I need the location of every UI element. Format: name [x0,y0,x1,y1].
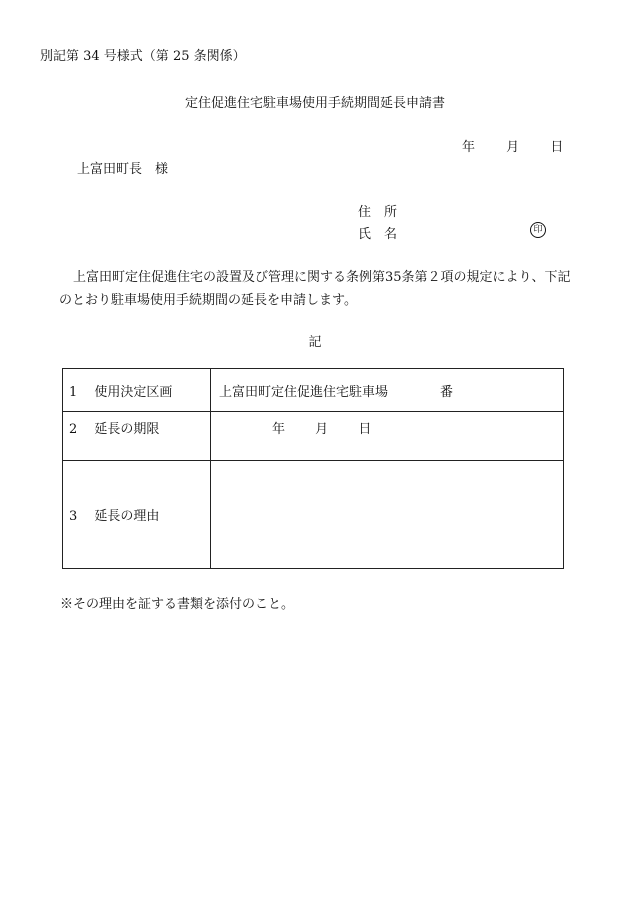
form-number: 別記第 34 号様式（第 25 条関係） [40,49,246,64]
ki-heading: 記 [308,335,322,350]
date-day: 日 [550,140,564,155]
parking-lot-name: 上富田町定住促進住宅駐車場 [219,384,389,400]
row-value-extension-reason[interactable] [211,461,564,569]
seal-mark: 印 [530,222,546,238]
date-month: 月 [506,140,520,155]
application-date [462,136,563,155]
address-label: 住 所 [358,205,398,220]
body-paragraph [59,266,583,312]
table-row [63,412,564,461]
name-label: 氏 名 [358,227,398,242]
parking-number-suffix: 番 [440,384,454,400]
deadline-month: 月 [315,422,329,437]
deadline-day: 日 [358,422,372,437]
date-year: 年 [462,140,476,155]
row-label-parking-section: 1 使用決定区画 [63,369,211,412]
row-value-parking-section [211,369,564,412]
recipient: 上富田町長 様 [77,162,169,177]
row-value-extension-deadline [211,412,564,461]
document-title: 定住促進住宅駐車場使用手続期間延長申請書 [184,96,445,111]
attachment-note: ※その理由を証する書類を添付のこと。 [60,597,295,612]
table-row [63,461,564,569]
row-label-extension-reason: 3 延長の理由 [63,461,211,569]
detail-table [62,368,564,569]
table-row [63,369,564,412]
body-text: 上富田町定住促進住宅の設置及び管理に関する条例第35条第２項の規定により、下記のとおり駐車場使用手続期間の延長を申請します。 [59,270,571,308]
row-label-extension-deadline: 2 延長の期限 [63,412,211,461]
deadline-year: 年 [272,422,286,437]
